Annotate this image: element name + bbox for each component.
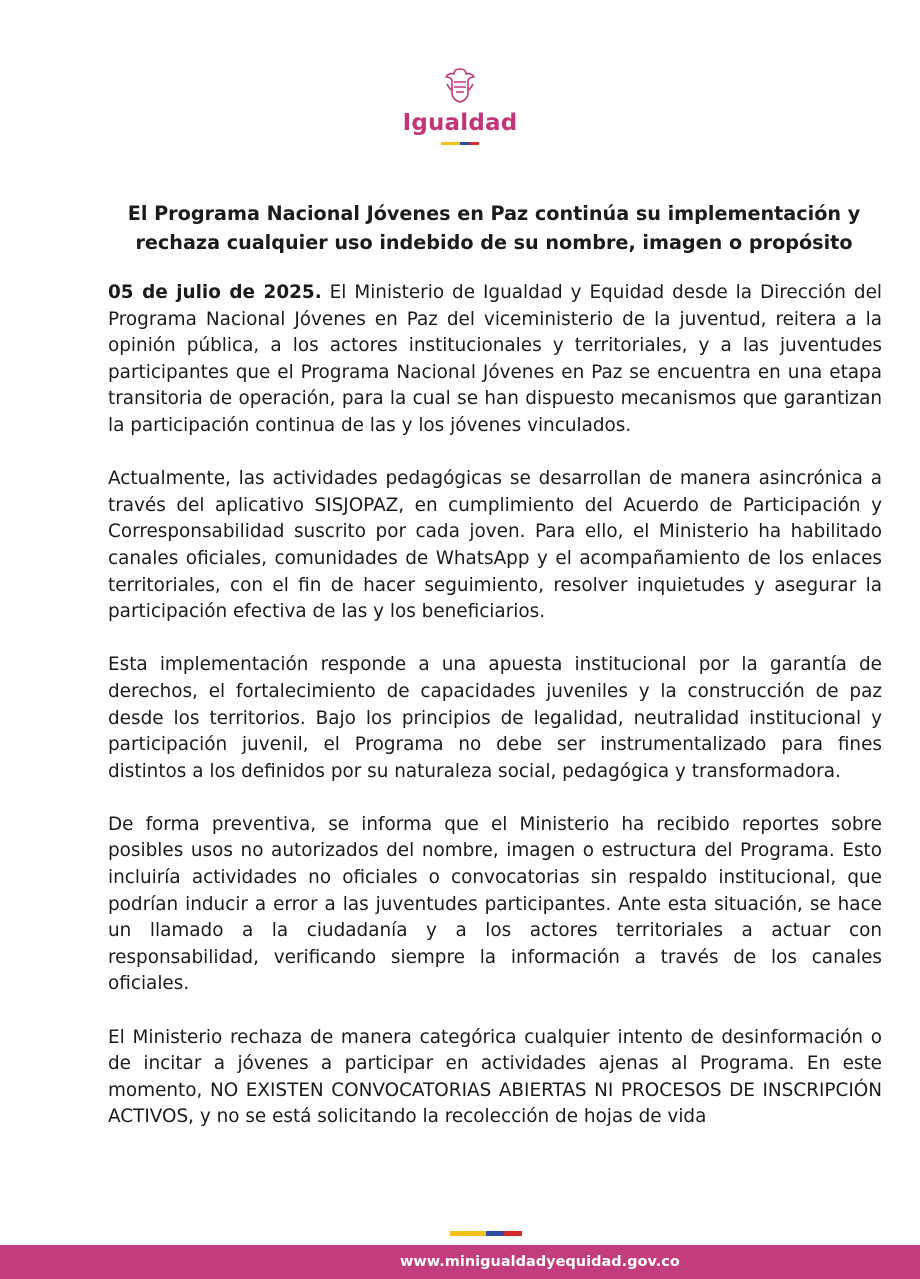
title-line-2: rechaza cualquier uso indebido de su nombre, imagen o propósito <box>135 231 853 254</box>
document-title <box>108 199 880 257</box>
footer-bar <box>0 1245 920 1279</box>
coat-of-arms-icon <box>443 66 477 106</box>
footer-url[interactable]: www.minigualdadyequidad.gov.co <box>400 1254 680 1270</box>
document-body <box>108 280 882 1158</box>
paragraph-4: De forma preventiva, se informa que el Ministerio ha recibido reportes sobre posibles usos no autorizados del nombre, imagen o estructura del Programa. Esto incluiría actividades no oficiales o convocatorias sin respaldo institucional, que podrían inducir a error a las juventudes participantes. Ante esta situación, se hace un llamado a la ciudadanía y a los actores territoriales a actuar con responsabilidad, verificando siempre la información a través de los canales oficiales. <box>108 813 882 995</box>
paragraph-3: Esta implementación responde a una apuesta institucional por la garantía de derechos, el fortalecimiento de capacidades juveniles y la construcción de paz desde los territorios. Bajo los principios de legalidad, neutralidad institucional y participación juvenil, el Programa no debe ser instrumentalizado para fines distintos a los definidos por su naturaleza social, pedagógica y transformadora. <box>108 654 882 782</box>
paragraph-5: El Ministerio rechaza de manera categórica cualquier intento de desinformación o de incitar a jóvenes a participar en actividades ajenas al Programa. En este momento, NO EXISTEN CONVOCATORIAS ABIERTAS NI PROCESOS DE INSCRIPCIÓN ACTIVOS, y no se está solicitando la recolección de hojas de vida <box>108 1026 882 1128</box>
footer-flag-stripe <box>450 1231 522 1236</box>
title-line-1: El Programa Nacional Jóvenes en Paz continúa su implementación y <box>127 202 861 225</box>
paragraph-2: Actualmente, las actividades pedagógicas se desarrollan de manera asincrónica a través del aplicativo SISJOPAZ, en cumplimiento del Acuerdo de Participación y Corresponsabilidad suscrito por cada joven. Para ello, el Ministerio ha habilitado canales oficiales, comunidades de WhatsApp y el acompañamiento de los enlaces territoriales, con el fin de hacer seguimiento, resolver inquietudes y asegurar la participación efectiva de las y los beneficiarios. <box>108 468 882 623</box>
press-date: 05 de julio de 2025. <box>108 282 322 303</box>
flag-stripe <box>441 142 479 145</box>
paragraph-1: 05 de julio de 2025. El Ministerio de Igualdad y Equidad desde la Dirección del Programa Nacional Jóvenes en Paz del viceministerio de la juventud, reitera a la opinión pública, a los actores institucionales y territoriales, y a las juventudes participantes que el Programa Nacional Jóvenes en Paz se encuentra en una etapa transitoria de operación, para la cual se han dispuesto mecanismos que garantizan la participación continua de las y los jóvenes vinculados. <box>108 282 882 436</box>
ministry-logo <box>0 66 920 145</box>
brand-wordmark: Igualdad <box>402 110 518 136</box>
